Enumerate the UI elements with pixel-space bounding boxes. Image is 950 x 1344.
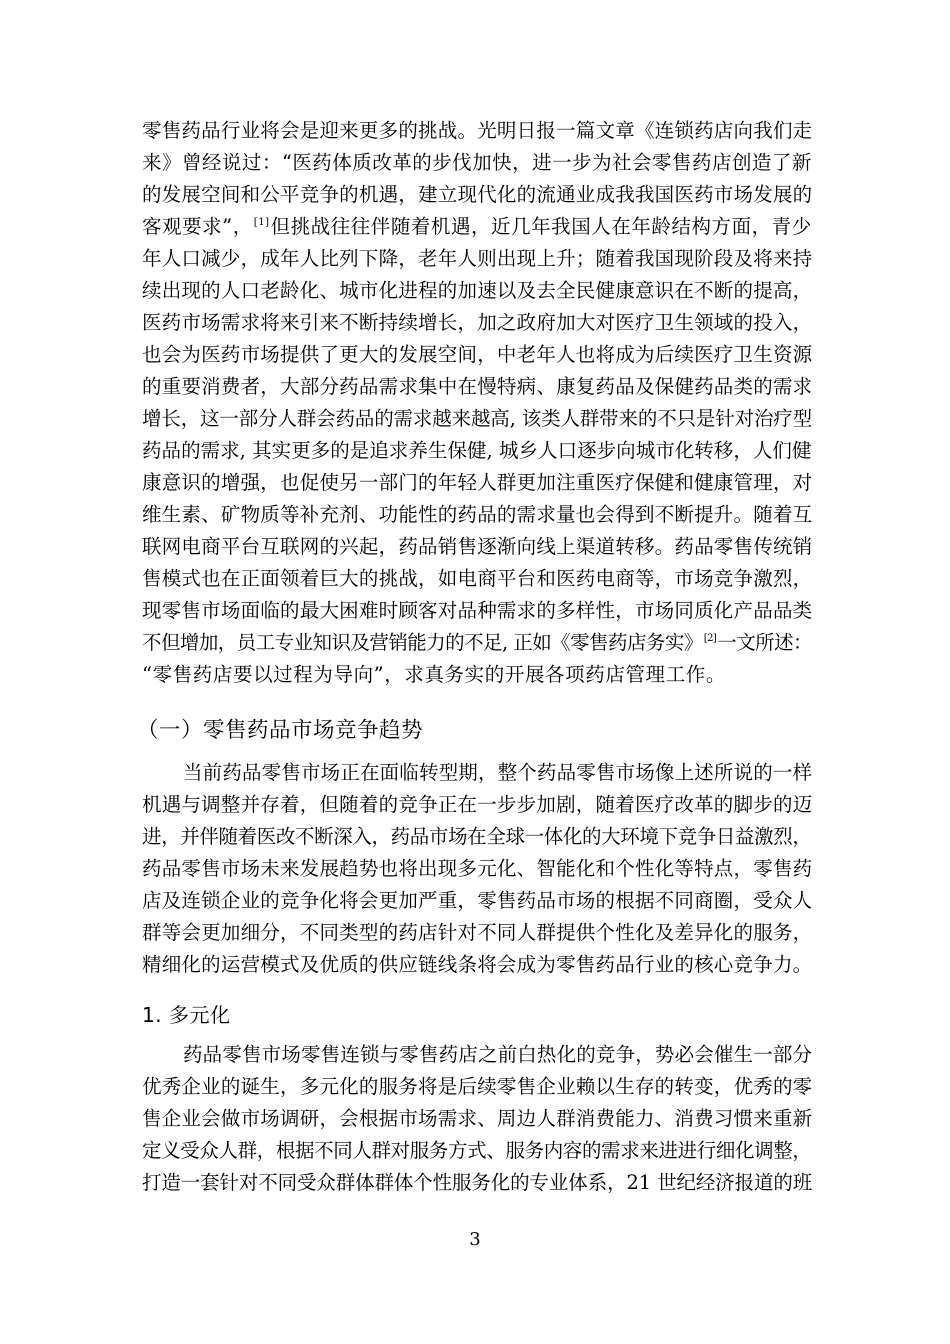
body-text-line: 售企业会做市场调研，会根据市场需求、周边人群消费能力、消费习惯来重新 <box>142 1107 813 1130</box>
body-text-line: “零售药店要以过程为导向”，求真务实的开展各项药店管理工作。 <box>142 663 726 686</box>
body-text-line: 药品零售市场未来发展趋势也将出现多元化、智能化和个性化等特点，零售药 <box>142 857 813 880</box>
body-text-line <box>142 214 812 240</box>
body-text-line: 续出现的人口老龄化、城市化进程的加速以及去全民健康意识在不断的提高， <box>142 279 813 302</box>
body-text-line: 零售药品行业将会是迎来更多的挑战。光明日报一篇文章《连锁药店向我们走 <box>142 119 813 142</box>
body-text-line: 来》曾经说过：“医药体质改革的步伐加快，进一步为社会零售药店创造了新 <box>142 151 812 174</box>
body-text-line: 定义受众人群，根据不同人群对服务方式、服务内容的需求来进进行细化调整， <box>142 1139 812 1162</box>
body-text-line: 的重要消费者，大部分药品需求集中在慢特病、康复药品及保健药品类的需求 <box>142 375 813 398</box>
citation-ref-2[interactable]: [2] <box>703 633 717 644</box>
body-text-line: 进，并伴随着医改不断深入，药品市场在全球一体化的大环境下竞争日益激烈， <box>142 825 812 848</box>
body-text-line: 店及连锁企业的竞争化将会更加严重，零售药品市场的根据不同商圈，受众人 <box>142 889 813 912</box>
body-text-line: 也会为医药市场提供了更大的发展空间，中老年人也将成为后续医疗卫生资源 <box>142 343 813 366</box>
body-text-line: 药品零售市场零售连锁与零售药店之前白热化的竞争，势必会催生一部分 <box>183 1043 813 1066</box>
body-text-segment: 但挑战往往伴随着机遇，近几年我国人在年龄结构方面，青少 <box>270 215 812 238</box>
body-text-line: 机遇与调整并存着，但随着的竞争正在一步步加剧，随着医疗改革的脚步的迈 <box>142 793 813 816</box>
body-text-line: 现零售市场面临的最大困难时顾客对品种需求的多样性，市场同质化产品品类 <box>142 599 813 622</box>
body-text-segment: 不但增加，员工专业知识及营销能力的不足, 正如《零售药店务实》 <box>142 631 703 654</box>
body-text-line: 打造一套针对不同受众群体群体个性服务化的专业体系，21 世纪经济报道的班 <box>142 1171 813 1194</box>
citation-ref-1[interactable]: [1] <box>253 217 270 228</box>
body-text-line: 优秀企业的诞生，多元化的服务将是后续零售企业赖以生存的转变，优秀的零 <box>142 1075 813 1098</box>
body-text-line: 群等会更加细分，不同类型的药店针对不同人群提供个性化及差异化的服务， <box>142 921 813 944</box>
subsection-heading: 1. 多元化 <box>142 1003 231 1027</box>
body-text-line: 增长，这一部分人群会药品的需求越来越高, 该类人群带来的不只是针对治疗型 <box>142 407 812 430</box>
section-heading: （一）零售药品市场竞争趋势 <box>137 718 424 743</box>
body-text-line: 医药市场需求将来引来不断持续增长，加之政府加大对医疗卫生领域的投入， <box>142 311 813 334</box>
body-text-line: 精细化的运营模式及优质的供应链线条将会成为零售药品行业的核心竞争力。 <box>142 953 813 976</box>
body-text-line: 联网电商平台互联网的兴起，药品销售逐渐向线上渠道转移。药品零售传统销 <box>142 535 813 558</box>
body-text-line: 当前药品零售市场正在面临转型期，整个药品零售市场像上述所说的一样 <box>183 761 813 784</box>
page-number: 3 <box>469 1229 481 1250</box>
body-text-line <box>142 630 812 656</box>
body-text-line: 的发展空间和公平竞争的机遇，建立现代化的流通业成我我国医药市场发展的 <box>142 183 813 206</box>
body-text-line: 维生素、矿物质等补充剂、功能性的药品的需求量也会得到不断提升。随着互 <box>142 503 813 526</box>
body-text-line: 售模式也在正面领着巨大的挑战，如电商平台和医药电商等，市场竞争激烈， <box>142 567 813 590</box>
body-text-line: 年人口减少，成年人比列下降，老年人则出现上升；随着我国现阶段及将来持 <box>142 247 813 270</box>
body-text-segment: 一文所述： <box>717 631 812 654</box>
body-text-line: 康意识的增强，也促使另一部门的年轻人群更加注重医疗保健和健康管理，对 <box>142 471 813 494</box>
body-text-segment: 客观要求”， <box>142 215 253 238</box>
body-text-line: 药品的需求, 其实更多的是追求养生保健, 城乡人口逐步向城市化转移，人们健 <box>142 439 812 462</box>
